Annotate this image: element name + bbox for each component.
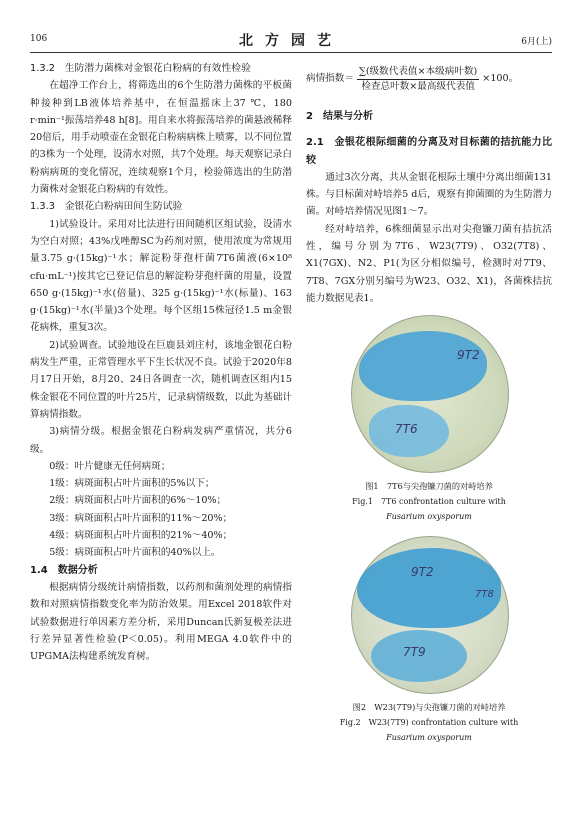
plate-label-center: 7T9 bbox=[403, 645, 426, 660]
trial-survey-paragraph: 2)试验调查。试验地设在巨鹿县刘庄村，该地金银花白粉病发生严重，正常管理水平下生长状况不良。试验于2020年8月17日开始，8月20、24日各调查一次，随机调查区组内15株金银花不同位置的叶片25片，记录病情级数，以此为基础计算病情指数。 bbox=[30, 339, 292, 420]
section-2-title: 2 结果与分析 bbox=[306, 111, 373, 122]
disease-index-formula bbox=[306, 60, 552, 98]
plate-label-right: 7T8 bbox=[475, 589, 494, 601]
section-2-1-title: 2.1 金银花根际细菌的分离及对目标菌的拮抗能力比较 bbox=[306, 137, 552, 166]
section-2-1-paragraph-1: 通过3次分离，共从金银花根际土壤中分离出细菌131株。与目标菌对峙培养5 d后，观察有抑菌圈的为生防潜力菌。对峙培养情况见图1～7。 bbox=[306, 171, 552, 218]
figure-2-photo bbox=[349, 534, 509, 694]
plate-label-center: 7T6 bbox=[395, 422, 418, 437]
grade-item: 1级：病斑面积占叶片面积的5%以下； bbox=[49, 478, 215, 490]
figure-2-caption-species: Fusarium oxysporum bbox=[386, 733, 472, 743]
journal-title: 北方园艺 bbox=[239, 33, 343, 49]
page-number: 106 bbox=[30, 34, 48, 44]
figure-1-caption-en: Fig.1 7T6 confrontation culture with bbox=[352, 497, 506, 507]
section-1-3-2-body: 在超净工作台上，将筛选出的6个生防潜力菌株的平板菌种接种到LB液体培养基中，在恒温摇床上37 ℃，180 r·min⁻¹振荡培养48 h[8]。用自来水将振荡培养的菌悬液稀释20倍后，用手动喷壶在金银花白粉病病株上喷雾，以不同位置的3株为一个处理，设清水对照，共7个处理。每天观察记录白粉病病斑的变化情况，连续观察1个月，检验筛选出的生防潜力菌株对金银花白粉病的有效性。 bbox=[30, 80, 292, 196]
right-column bbox=[306, 60, 552, 745]
grade-item: 0级：叶片健康无任何病斑； bbox=[49, 460, 171, 472]
issue-label: 6月(上) bbox=[521, 37, 552, 47]
figure-1-caption-species: Fusarium oxysporum bbox=[386, 512, 472, 522]
grade-item: 4级：病斑面积占叶片面积的21%～40%； bbox=[49, 530, 233, 542]
grade-item: 5级：病斑面积占叶片面积的40%以上。 bbox=[49, 547, 221, 559]
section-1-3-3-title: 1.3.3 金银花白粉病田间生防试验 bbox=[30, 201, 183, 213]
plate-label-top: 9T2 bbox=[457, 348, 480, 363]
figure-1-photo bbox=[349, 313, 509, 473]
formula-numerator: ∑(级数代表值×本级病叶数) bbox=[357, 65, 479, 80]
section-1-4-body: 根据病情分级统计病情指数，以药剂和菌剂处理的病情指数和对照病情指数变化率为防治效果。用Excel 2018软件对试验数据进行单因素方差分析，采用Duncan氏新复极差法进行差异显著性检验(P＜0.05)。利用MEGA 4.0软件中的UPGMA法构建系统发育树。 bbox=[30, 581, 292, 663]
bacterial-colony bbox=[359, 331, 487, 401]
plate-label-top: 9T2 bbox=[411, 565, 434, 580]
left-column bbox=[30, 60, 292, 665]
grade-item: 2级：病斑面积占叶片面积的6%～10%； bbox=[49, 495, 227, 507]
section-1-4-title: 1.4 数据分析 bbox=[30, 564, 98, 576]
formula-denominator: 检查总叶数×最高级代表值 bbox=[361, 80, 475, 92]
formula-fraction bbox=[357, 65, 479, 94]
grade-item: 3级：病斑面积占叶片面积的11%～20%； bbox=[49, 512, 233, 524]
section-1-3-2-title: 1.3.2 生防潜力菌株对金银花白粉病的有效性检验 bbox=[30, 63, 251, 74]
disease-grading-paragraph: 3)病情分级。根据金银花白粉病发病严重情况，共分6级。 bbox=[30, 426, 292, 455]
header-rule bbox=[30, 52, 552, 53]
formula-label: 病情指数＝ bbox=[306, 73, 354, 85]
figure-1-caption-cn: 图1 7T6与尖孢镰刀菌的对峙培养 bbox=[365, 481, 493, 492]
figure-2-caption-en: Fig.2 W23(7T9) confrontation culture with bbox=[339, 718, 519, 728]
page-header bbox=[30, 30, 552, 48]
formula-tail: ×100。 bbox=[482, 73, 519, 85]
figure-2-caption-cn: 图2 W23(7T9)与尖孢镰刀菌的对峙培养 bbox=[352, 702, 506, 713]
trial-design-paragraph: 1)试验设计。采用对比法进行田间随机区组试验，设清水为空白对照；43%戊唑醇SC为药剂对照，使用浓度为常规用量3.75 g·(15kg)⁻¹水；解淀粉芽孢杆菌7T6菌液(6×10⁸ cfu·mL⁻¹)按其它已登记信息的解淀粉芽孢杆菌的用量，设置650 g·(15kg)⁻¹水(倍量)、325 g·(15kg)⁻¹水(标量)、163 g·(15kg)⁻¹水(半量)3个处理。每个区组15株冠径1.5 m金银花病株，重复3次。 bbox=[30, 218, 292, 334]
section-2-1-paragraph-2: 经对峙培养，6株细菌显示出对尖孢镰刀菌有拮抗活性，编号分别为7T6、W23(7T9)、O32(7T8)、X1(7GX)、N2、P1(为区分相似编号，检测时对7T9、7T8、7GX分别另编号为W23、O32、X1)，各菌株拮抗能力数据见表1。 bbox=[306, 223, 552, 304]
